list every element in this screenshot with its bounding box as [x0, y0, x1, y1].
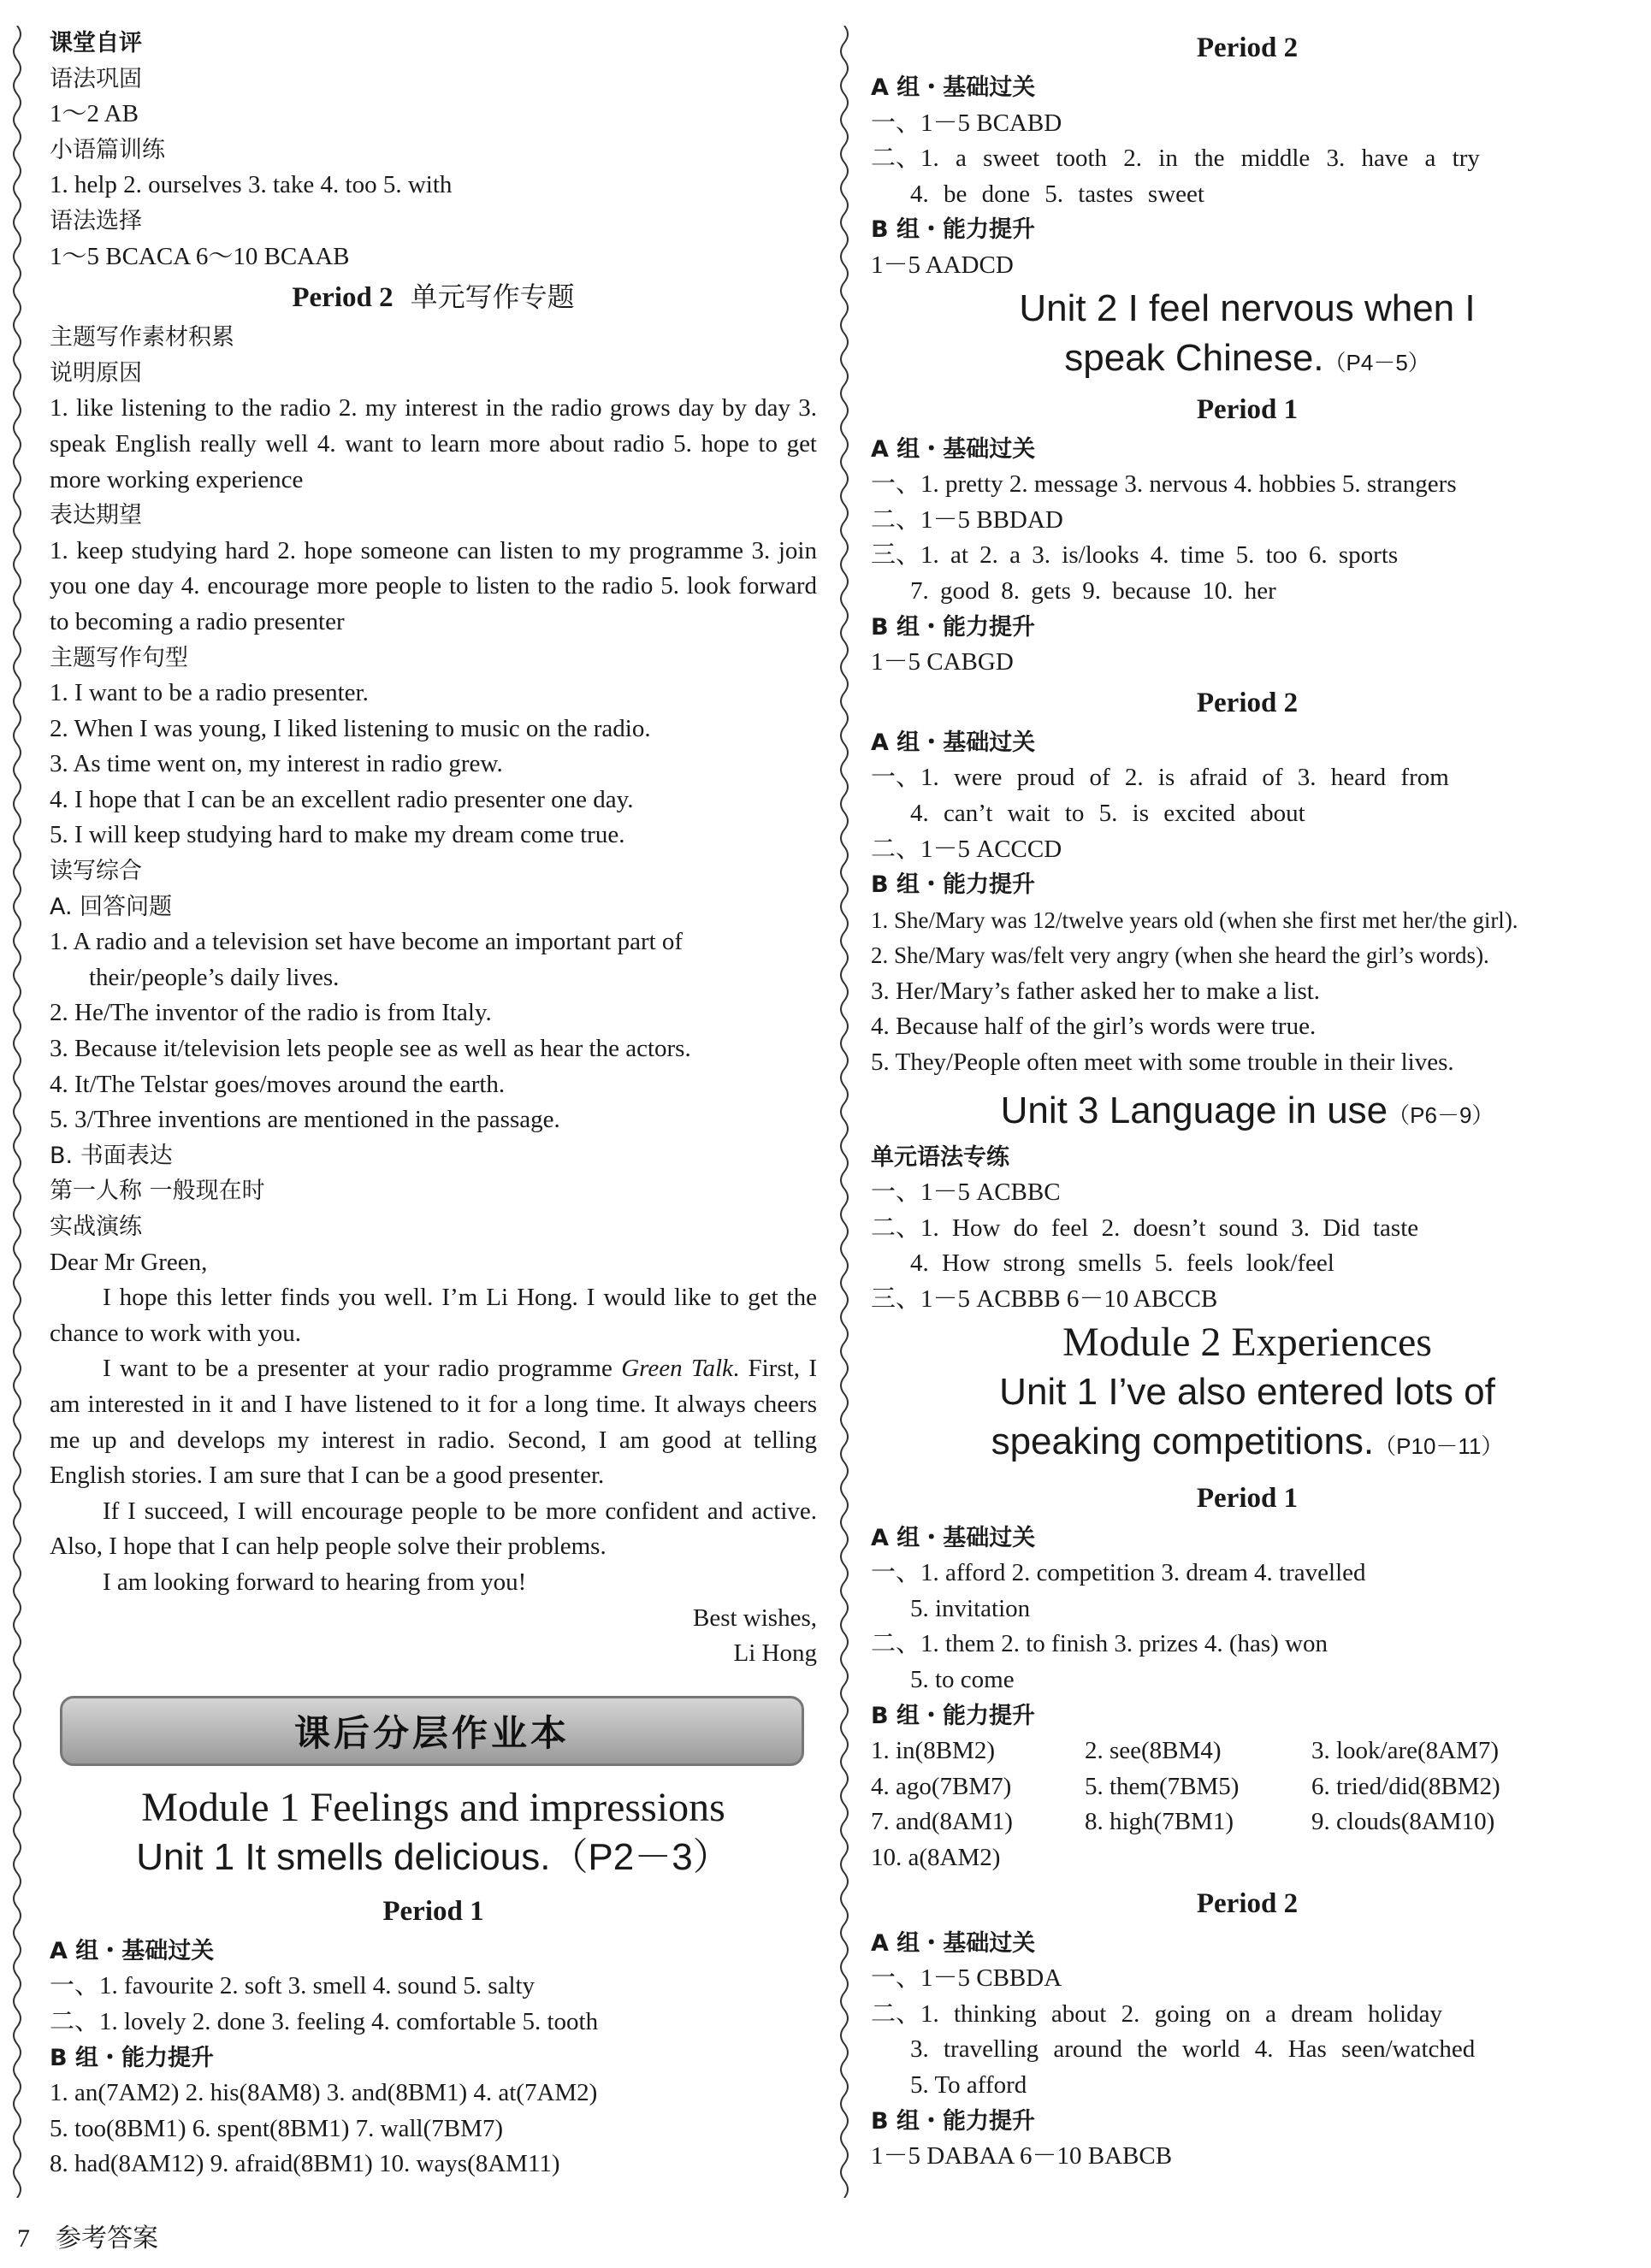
person-tense-note: 第一人称 一般现在时	[50, 1178, 265, 1205]
writing-topic-label: 单元写作专题	[410, 281, 575, 314]
group-a-label: A 组・基础过关	[871, 1929, 1036, 1957]
period-2-writing-title	[50, 275, 817, 320]
group-b-label: B 组・能力提升	[871, 871, 1035, 899]
period-2-title: Period 2	[1196, 1887, 1299, 1919]
group-b-label: B 组・能力提升	[50, 2044, 214, 2071]
answer-line: 一、1. favourite 2. soft 3. smell 4. sound 5. salty	[50, 1972, 536, 2000]
answer-grid	[871, 1733, 1624, 1875]
heading-class-eval: 课堂自评	[50, 30, 142, 56]
answer-line: 5. They/People often meet with some trouble in their lives.	[871, 1048, 1454, 1077]
answer-line: 5. too(8BM1) 6. spent(8BM1) 7. wall(7BM7)	[50, 2114, 504, 2142]
answer-line: 3. Her/Mary’s father asked her to make a list.	[871, 977, 1321, 1005]
answer-line: 三、1－5 ACBBB 6－10 ABCCB	[871, 1285, 1218, 1314]
hope-answers: 1. keep studying hard 2. hope someone can listen to my programme 3. join you one day 4. encourage more people to listen to the radio 5. look forward to becoming a radio presenter	[50, 536, 817, 635]
group-a-label: A 组・基础过关	[871, 435, 1036, 463]
answer-line: 1－5 AADCD	[871, 251, 1014, 279]
letter-greeting: Dear Mr Green,	[50, 1248, 208, 1276]
heading-written-expression: B. 书面表达	[50, 1142, 173, 1169]
answer-line: 二、1. lovely 2. done 3. feeling 4. comfortable 5. tooth	[50, 2007, 599, 2035]
answer-line: 1－5 DABAA 6－10 BABCB	[871, 2142, 1173, 2171]
grid-cell	[1085, 1840, 1311, 1876]
letter-paragraph: I hope this letter finds you well. I’m Li Hong. I would like to get the chance to work with you.	[50, 1284, 817, 1347]
group-a-label: A 组・基础过关	[871, 1524, 1036, 1551]
page-footer	[17, 2217, 158, 2254]
group-b-label: B 组・能力提升	[871, 216, 1035, 244]
page-range: （P4－5）	[1323, 349, 1430, 375]
answer-line: 二、1. a sweet tooth 2. in the middle 3. have a try	[871, 145, 1480, 173]
heading-unit-grammar: 单元语法专练	[871, 1143, 1009, 1171]
grid-cell: 4. ago(7BM7)	[871, 1772, 1012, 1800]
module-2-title: Module 2 Experiences	[1062, 1319, 1432, 1365]
sentence-item: 2. When I was young, I liked listening to music on the radio.	[50, 714, 651, 742]
heading-material: 主题写作素材积累	[50, 324, 234, 351]
answer-line: 二、1. How do feel 2. doesn’t sound 3. Did taste	[871, 1214, 1419, 1242]
grid-cell: 3. look/are(8AM7)	[1311, 1737, 1500, 1765]
heading-answer-questions: A. 回答问题	[50, 893, 173, 920]
answer-line: 三、1. at 2. a 3. is/looks 4. time 5. too 6. sports	[871, 541, 1399, 570]
m2-unit-1-title-line1: Unit 1 I’ve also entered lots of	[999, 1370, 1495, 1413]
grammar-answers: 1～2 AB	[50, 100, 139, 128]
group-a-label: A 组・基础过关	[871, 74, 1036, 101]
right-column	[871, 26, 1624, 2175]
answer-line: 5. To afford	[910, 2070, 1027, 2099]
letter-text: I want to be a presenter at your radio programme	[103, 1355, 622, 1383]
unit-title-text: Unit 3 Language in use	[1000, 1089, 1388, 1131]
answer-line: 一、1－5 BCABD	[871, 109, 1062, 137]
unit-title-text: Unit 1 It smells delicious.	[136, 1835, 551, 1878]
answer-line: 一、1－5 CBBDA	[871, 1964, 1062, 1993]
unit-title-text: speak Chinese.	[1064, 336, 1324, 379]
answer-line: 一、1－5 ACBBC	[871, 1178, 1061, 1207]
answer-line: 4. How strong smells 5. feels look/feel	[910, 1249, 1334, 1278]
answer-line: 二、1. thinking about 2. going on a dream holiday	[871, 1999, 1442, 2028]
group-a-label: A 组・基础过关	[871, 729, 1036, 756]
grid-cell: 5. them(7BM5)	[1085, 1772, 1240, 1800]
grammar-choice-answers: 1～5 BCACA 6～10 BCAAB	[50, 242, 350, 270]
reason-answers: 1. like listening to the radio 2. my interest in the radio grows day by day 3. speak English really well 4. want to learn more about radio 5. hope to get more working experience	[50, 394, 817, 493]
footer-label: 参考答案	[56, 2224, 158, 2253]
heading-sentence-patterns: 主题写作句型	[50, 644, 188, 671]
group-b-label: B 组・能力提升	[871, 1702, 1035, 1729]
heading-grammar-choice: 语法选择	[50, 207, 142, 234]
answer-line: 一、1. pretty 2. message 3. nervous 4. hobbies 5. strangers	[871, 470, 1457, 499]
letter-closing: Best wishes,	[693, 1604, 817, 1632]
heading-practice: 实战演练	[50, 1214, 142, 1240]
period-1-title: Period 1	[1196, 1482, 1299, 1514]
letter-text: . First, I am interested in it and I have listened to it for a long time. It always cheers me up and develops my interest in radio. Second, I am good at telling English stories. I am sure that I can be a good presenter.	[50, 1355, 817, 1490]
group-b-label: B 组・能力提升	[871, 2107, 1035, 2135]
grid-cell: 10. a(8AM2)	[871, 1843, 1001, 1871]
letter-paragraph	[50, 1351, 817, 1493]
answer-line: 7. good 8. gets 9. because 10. her	[910, 576, 1276, 605]
period-1-title: Period 1	[382, 1895, 484, 1927]
answer-line: 4. can’t wait to 5. is excited about	[910, 799, 1305, 827]
period-2-title: Period 2	[1196, 687, 1299, 718]
answer-line: 5. to come	[910, 1666, 1015, 1693]
answer-line: 1－5 CABGD	[871, 648, 1014, 676]
period-2-title: Period 2	[1196, 32, 1299, 63]
programme-name: Green Talk	[621, 1355, 733, 1383]
sentence-item: 1. I want to be a radio presenter.	[50, 679, 369, 707]
answer-item: 5. 3/Three inventions are mentioned in the passage.	[50, 1106, 560, 1134]
period-1-title: Period 1	[1196, 393, 1299, 425]
column-divider	[834, 26, 855, 2198]
letter-paragraph: If I succeed, I will encourage people to be more confident and active. Also, I hope that I can help people solve their problems.	[50, 1497, 817, 1561]
homework-section-banner: 课后分层作业本	[60, 1696, 804, 1766]
heading-small-passage: 小语篇训练	[50, 136, 165, 163]
module-1-title: Module 1 Feelings and impressions	[141, 1784, 725, 1830]
m1-unit-1-title	[50, 1833, 817, 1882]
answer-line: 4. be done 5. tastes sweet	[910, 180, 1204, 208]
answer-line: 4. Because half of the girl’s words were true.	[871, 1013, 1317, 1041]
grid-cell: 1. in(8BM2)	[871, 1737, 995, 1765]
unit-2-title-line1: Unit 2 I feel nervous when I	[1019, 286, 1476, 329]
answer-line: 二、1. them 2. to finish 3. prizes 4. (has) won	[871, 1630, 1328, 1658]
grid-cell: 6. tried/did(8BM2)	[1311, 1772, 1500, 1800]
heading-reason: 说明原因	[50, 359, 142, 387]
grid-cell: 2. see(8BM4)	[1085, 1737, 1222, 1765]
answer-item-continued: their/people’s daily lives.	[89, 963, 340, 991]
letter-paragraph: I am looking forward to hearing from you!	[103, 1568, 527, 1596]
m2-unit-1-title-line2	[871, 1417, 1624, 1471]
grid-cell: 8. high(7BM1)	[1085, 1808, 1234, 1836]
period-2-label: Period 2	[292, 282, 394, 314]
answer-line: 3. travelling around the world 4. Has seen/watched	[910, 2035, 1476, 2064]
sentence-item: 3. As time went on, my interest in radio grew.	[50, 750, 503, 778]
letter-signature: Li Hong	[733, 1639, 817, 1668]
unit-3-title	[871, 1086, 1624, 1140]
heading-read-write: 读写综合	[50, 858, 142, 885]
group-b-label: B 组・能力提升	[871, 613, 1035, 641]
answer-line: 5. invitation	[910, 1594, 1031, 1622]
unit-2-title-line2	[871, 334, 1624, 387]
grid-cell: 9. clouds(8AM10)	[1311, 1808, 1495, 1836]
sentence-item: 5. I will keep studying hard to make my dream come true.	[50, 821, 625, 849]
answer-item: 4. It/The Telstar goes/moves around the earth.	[50, 1070, 506, 1098]
heading-grammar: 语法巩固	[50, 65, 142, 92]
answer-line: 1. an(7AM2) 2. his(8AM8) 3. and(8BM1) 4. at(7AM2)	[50, 2079, 598, 2107]
answer-line: 2. She/Mary was/felt very angry (when she heard the girl’s words).	[871, 942, 1489, 969]
answer-item: 2. He/The inventor of the radio is from Italy.	[50, 999, 492, 1027]
left-column	[50, 26, 817, 2182]
answer-line: 一、1. afford 2. competition 3. dream 4. travelled	[871, 1559, 1366, 1587]
grid-cell: 7. and(8AM1)	[871, 1808, 1013, 1836]
left-edge-decoration	[7, 26, 27, 2198]
answer-item: 3. Because it/television lets people see as well as hear the actors.	[50, 1035, 691, 1063]
answer-item: 1. A radio and a television set have become an important part of	[50, 928, 683, 956]
answer-line: 二、1－5 BBDAD	[871, 505, 1063, 534]
answer-line: 一、1. were proud of 2. is afraid of 3. heard from	[871, 764, 1449, 792]
heading-hope: 表达期望	[50, 502, 142, 529]
page-number: 7	[17, 2224, 30, 2253]
sentence-item: 4. I hope that I can be an excellent radio presenter one day.	[50, 785, 634, 813]
grid-cell	[1311, 1840, 1568, 1876]
answer-line: 8. had(8AM12) 9. afraid(8BM1) 10. ways(8AM11)	[50, 2150, 560, 2178]
page-range: （P2－3）	[550, 1835, 731, 1878]
page-range: （P6－9）	[1388, 1102, 1494, 1128]
group-a-label: A 组・基础过关	[50, 1937, 215, 1964]
answer-line: 二、1－5 ACCCD	[871, 835, 1062, 863]
answer-line: 1. She/Mary was 12/twelve years old (when she first met her/the girl).	[871, 907, 1518, 933]
small-passage-answers: 1. help 2. ourselves 3. take 4. too 5. with	[50, 171, 453, 199]
page-range: （P10－11）	[1374, 1432, 1504, 1459]
unit-title-text: speaking competitions.	[991, 1420, 1375, 1462]
